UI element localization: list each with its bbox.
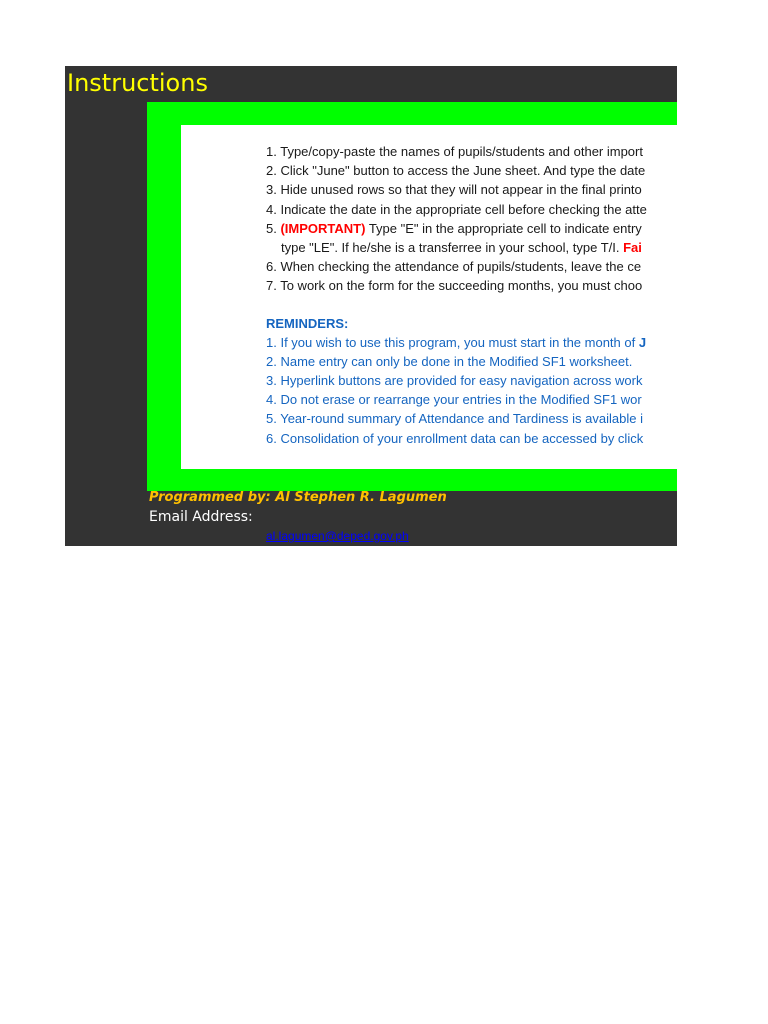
instructions-panel	[181, 125, 677, 469]
instruction-item-5	[266, 219, 677, 238]
instruction-item-3: 3. Hide unused rows so that they will not appear in the final printo	[266, 182, 642, 198]
programmer-credit: Programmed by: Al Stephen R. Lagumen	[149, 490, 447, 505]
important-label: (IMPORTANT)	[280, 220, 366, 236]
reminder-item-2: 2. Name entry can only be done in the Modified SF1 worksheet.	[266, 353, 633, 369]
instruction-item-6: 6. When checking the attendance of pupils/students, leave the ce	[266, 259, 642, 275]
instructions-list	[266, 142, 677, 448]
section-spacer	[266, 296, 677, 314]
instruction-item-5-continued	[266, 238, 677, 257]
reminder-item-4: 4. Do not erase or rearrange your entries in the Modified SF1 wor	[266, 392, 642, 408]
instruction-item-5-text: Type "E" in the appropriate cell to indicate entry	[365, 220, 642, 236]
email-label: Email Address:	[149, 509, 253, 525]
reminder-item-1-month: J	[638, 334, 647, 350]
reminder-item-1	[266, 333, 677, 352]
instructions-frame	[147, 102, 677, 491]
reminder-item-5: 5. Year-round summary of Attendance and Tardiness is available i	[266, 411, 643, 427]
reminder-item-1-text: 1. If you wish to use this program, you must start in the month of	[266, 334, 639, 350]
instruction-item-5-continued-text: type "LE". If he/she is a transferree in your school, type T/I.	[281, 239, 624, 255]
instructions-sheet	[65, 66, 677, 546]
reminders-heading: REMINDERS:	[266, 315, 349, 331]
instruction-item-1: 1. Type/copy-paste the names of pupils/students and other import	[266, 144, 643, 159]
reminder-item-3: 3. Hyperlink buttons are provided for easy navigation across work	[266, 373, 643, 389]
instruction-item-7: 7. To work on the form for the succeeding months, you must choo	[266, 278, 643, 294]
email-link[interactable]: al.lagumen@deped.gov.ph	[266, 529, 409, 543]
instruction-item-5-warning: Fai	[623, 239, 642, 255]
instruction-item-5-number: 5.	[266, 220, 281, 236]
instruction-item-4: 4. Indicate the date in the appropriate cell before checking the atte	[266, 201, 647, 217]
instruction-item-2: 2. Click "June" button to access the June sheet. And type the date	[266, 163, 646, 179]
reminder-item-6: 6. Consolidation of your enrollment data can be accessed by click	[266, 430, 644, 446]
sheet-title: Instructions	[67, 69, 208, 97]
